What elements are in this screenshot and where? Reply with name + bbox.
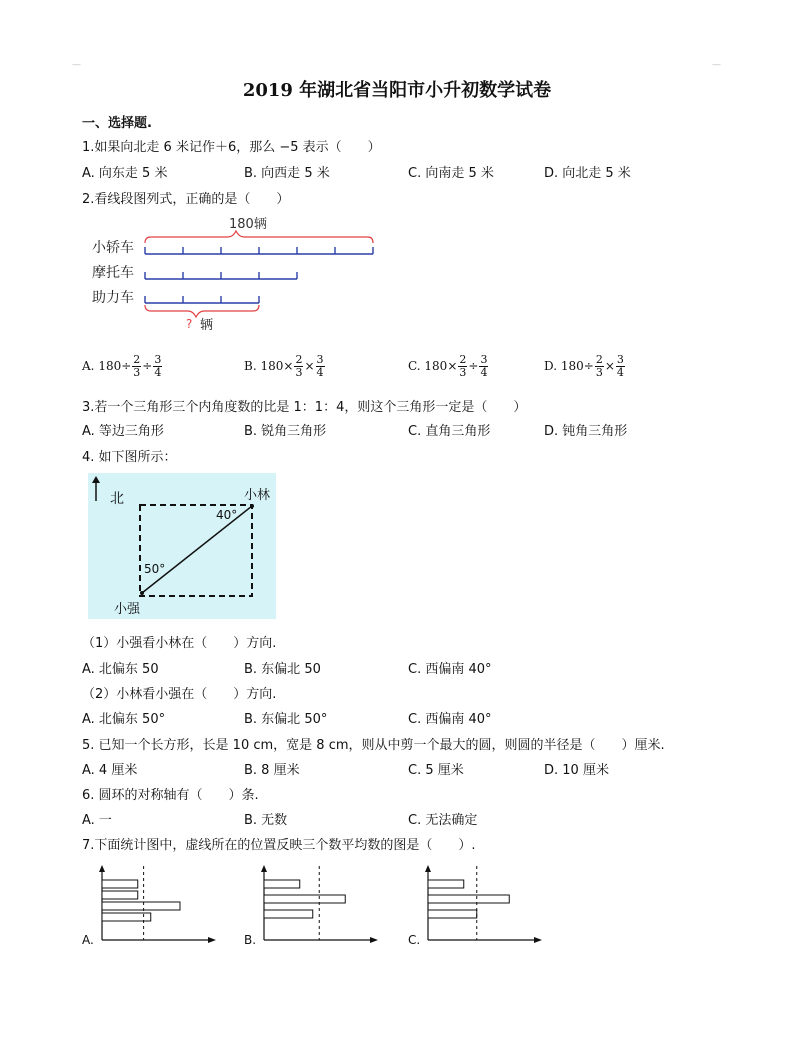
x-axis-arrow-icon: [534, 937, 542, 943]
q7-chart-b[interactable]: [244, 860, 384, 954]
chart-letter: C.: [408, 933, 421, 947]
q3-option-c[interactable]: C. 直角三角形: [408, 424, 491, 439]
q6-stem: 6. 圆环的对称轴有（ ）条.: [82, 788, 259, 803]
q4-sub1-option-a[interactable]: A. 北偏东 50: [82, 662, 159, 677]
q4-sub2-option-c[interactable]: C. 西偏南 40°: [408, 712, 492, 727]
total-brace: [145, 231, 373, 243]
chart-bar: [264, 880, 300, 888]
north-label: 北: [110, 491, 124, 507]
chart-bar: [264, 910, 313, 918]
y-axis-arrow-icon: [425, 865, 431, 872]
chart-letter: A.: [82, 933, 94, 947]
row-line-motorcycle: [145, 272, 297, 279]
label-xiaoqiang: 小强: [114, 602, 141, 617]
q6-option-c[interactable]: C. 无法确定: [408, 813, 478, 828]
chart-bar: [102, 891, 138, 899]
question-mark: ?: [186, 317, 193, 331]
q6-option-b[interactable]: B. 无数: [244, 813, 288, 828]
chart-bar: [102, 902, 180, 910]
q5-option-d[interactable]: D. 10 厘米: [544, 763, 609, 778]
q6-option-a[interactable]: A. 一: [82, 813, 112, 828]
y-axis-arrow-icon: [99, 865, 105, 872]
q4-sub1-stem: （1）小强看小林在（ ）方向.: [82, 636, 277, 651]
bar-chart-a: [82, 860, 222, 950]
q5-option-b[interactable]: B. 8 厘米: [244, 763, 300, 778]
row-line-car: [145, 247, 373, 254]
chart-bar: [428, 880, 464, 888]
bar-chart-c: [408, 860, 548, 950]
q4-sub2-option-a[interactable]: A. 北偏东 50°: [82, 712, 166, 727]
row-label-motorcycle: 摩托车: [92, 265, 134, 281]
row-line-moped: [145, 296, 259, 303]
chart-bar: [264, 895, 345, 903]
angle-50: 50°: [144, 562, 166, 576]
q2-option-d[interactable]: D. 180÷ $\frac{2}{3}$ × $\frac{3}{4}$: [544, 353, 624, 379]
page-title: 2019 年湖北省当阳市小升初数学试卷: [242, 80, 552, 101]
x-axis-arrow-icon: [208, 937, 216, 943]
q7-stem: 7.下面统计图中，虚线所在的位置反映三个数平均数的图是（ ）.: [82, 838, 476, 853]
q5-stem: 5. 已知一个长方形，长是 10 cm，宽是 8 cm，则从中剪一个最大的圆，则圆的半径是（ ）厘米.: [82, 738, 665, 753]
question-unit: 辆: [200, 318, 214, 333]
x-axis-arrow-icon: [370, 937, 378, 943]
q3-option-b[interactable]: B. 锐角三角形: [244, 424, 327, 439]
q4-sub2-stem: （2）小林看小强在（ ）方向.: [82, 687, 277, 702]
q4-sub2-option-b[interactable]: B. 东偏北 50°: [244, 712, 328, 727]
q4-sub1-option-c[interactable]: C. 西偏南 40°: [408, 662, 492, 677]
q7-chart-c[interactable]: [408, 860, 548, 954]
angle-40: 40°: [216, 508, 238, 522]
chart-bar: [428, 895, 509, 903]
q3-option-d[interactable]: D. 钝角三角形: [544, 424, 628, 439]
chart-bar: [428, 910, 477, 918]
row-label-car: 小轿车: [92, 240, 134, 256]
section-heading: 一、选择题.: [82, 116, 152, 131]
corner-mark-left: —: [72, 60, 81, 70]
q4-direction-figure: [88, 473, 276, 619]
q1-stem: 1.如果向北走 6 米记作＋6，那么 −5 表示（ ）: [82, 140, 381, 155]
point-xiaoqiang: [140, 591, 144, 595]
q4-sub1-option-b[interactable]: B. 东偏北 50: [244, 662, 321, 677]
q4-stem: 4. 如下图所示：: [82, 450, 177, 465]
corner-mark-right: —: [712, 60, 721, 70]
q2-stem: 2.看线段图列式，正确的是（ ）: [82, 192, 290, 207]
total-label: 180辆: [229, 217, 267, 232]
q1-option-b[interactable]: B. 向西走 5 米: [244, 166, 330, 181]
q2-option-b[interactable]: B. 180× $\frac{2}{3}$ × $\frac{3}{4}$: [244, 353, 324, 379]
label-xiaolin: 小林: [244, 488, 271, 503]
q3-option-a[interactable]: A. 等边三角形: [82, 424, 164, 439]
y-axis-arrow-icon: [261, 865, 267, 872]
q1-option-d[interactable]: D. 向北走 5 米: [544, 166, 631, 181]
q5-option-c[interactable]: C. 5 厘米: [408, 763, 464, 778]
q3-stem: 3.若一个三角形三个内角度数的比是 1：1：4，则这个三角形一定是（ ）: [82, 400, 527, 415]
q1-option-a[interactable]: A. 向东走 5 米: [82, 166, 168, 181]
point-xiaolin: [250, 504, 254, 508]
question-brace: [145, 305, 259, 317]
chart-letter: B.: [244, 933, 257, 947]
chart-bar: [102, 880, 138, 888]
q5-option-a[interactable]: A. 4 厘米: [82, 763, 138, 778]
q7-chart-a[interactable]: [82, 860, 222, 954]
q2-option-a[interactable]: A. 180÷ $\frac{2}{3}$ ÷ $\frac{3}{4}$: [82, 353, 162, 379]
row-label-moped: 助力车: [92, 290, 134, 306]
bar-chart-b: [244, 860, 384, 950]
q1-option-c[interactable]: C. 向南走 5 米: [408, 166, 494, 181]
q2-line-diagram: [88, 210, 388, 340]
q2-option-c[interactable]: C. 180× $\frac{2}{3}$ ÷ $\frac{3}{4}$: [408, 353, 488, 379]
